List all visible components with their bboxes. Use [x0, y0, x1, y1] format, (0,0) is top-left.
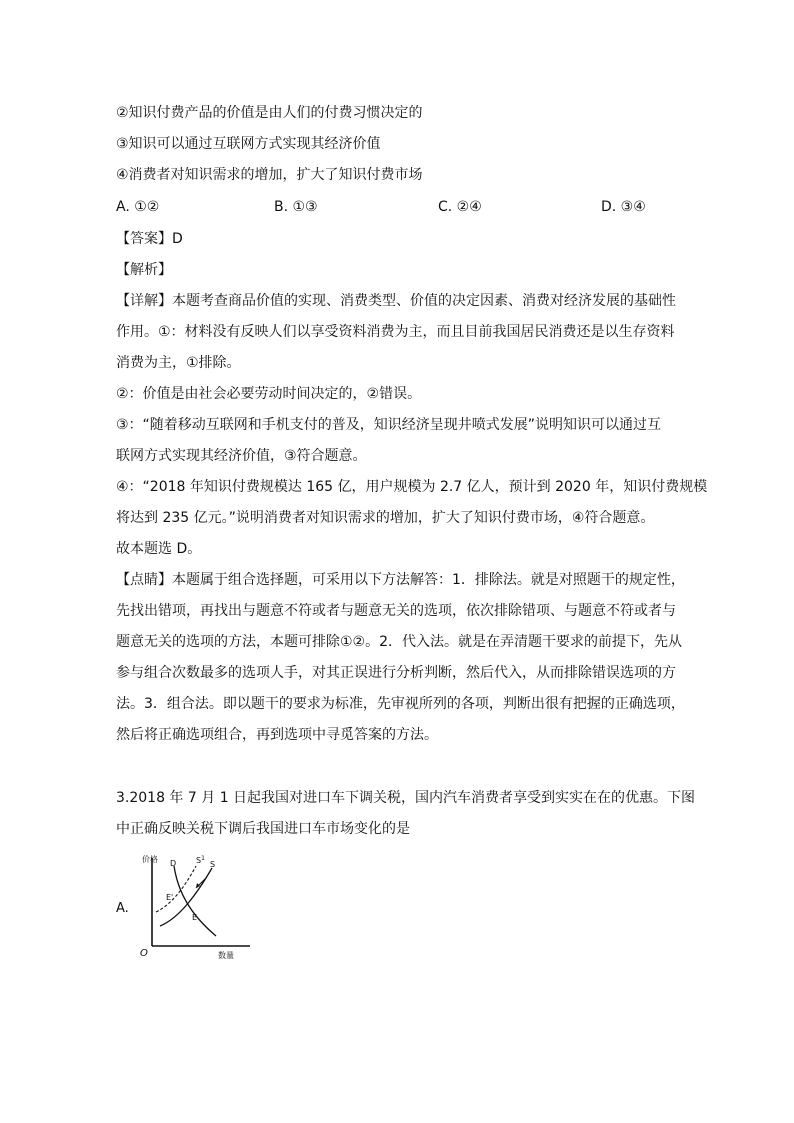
- option-a: A. ①②: [116, 199, 160, 215]
- tip-line-5: 法。3．组合法。即以题干的要求为标准，先审视所列的各项，判断出很有把握的正确选项，: [116, 696, 685, 712]
- choice-item-3: ③知识可以通过互联网方式实现其经济价值: [116, 136, 381, 152]
- question-3-line-2: 中正确反映关税下调后我国进口车市场变化的是: [116, 821, 410, 837]
- choice-item-4: ④消费者对知识需求的增加，扩大了知识付费市场: [116, 167, 423, 183]
- option-b: B. ①③: [274, 199, 318, 215]
- detail-line-1: 【详解】本题考查商品价值的实现、消费类型、价值的决定因素、消费对经济发展的基础性: [116, 293, 676, 309]
- choice-item-2: ②知识付费产品的价值是由人们的付费习惯决定的: [116, 105, 423, 121]
- detail-line-4: ②：价值是由社会必要劳动时间决定的，②错误。: [116, 386, 422, 402]
- supply-label: S: [210, 860, 216, 869]
- question-3-line-1: 3.2018 年 7 月 1 日起我国对进口车下调关税，国内汽车消费者享受到实实在在的优惠。下图: [116, 790, 696, 806]
- supply-shifted-curve: [156, 866, 196, 912]
- detail-line-7: ④：“2018 年知识付费规模达 165 亿，用户规模为 2.7 亿人，预计到 2020 年，知识付费规模: [116, 479, 708, 495]
- option-d: D. ③④: [601, 199, 646, 215]
- answer-line: 【答案】D: [116, 231, 183, 247]
- answer-options: [116, 197, 696, 217]
- origin-label: O: [140, 948, 148, 959]
- tip-line-6: 然后将正确选项组合，再到选项中寻觅答案的方法。: [116, 727, 438, 743]
- supply-shifted-label: [196, 855, 205, 865]
- detail-line-3: 消费为主，①排除。: [116, 355, 241, 371]
- y-axis-label: [142, 854, 158, 864]
- tip-line-2: 先找出错项，再找出与题意不符或者与题意无关的选项，依次排除错项、与题意不符或者与: [116, 603, 676, 619]
- figure-option-label: A.: [116, 901, 129, 916]
- equilibrium-new-label: E': [166, 893, 174, 902]
- tip-line-4: 参与组合次数最多的选项人手，对其正误进行分析判断，然后代入，从而排除错误选项的方: [116, 665, 676, 681]
- option-a-figure: [116, 852, 256, 962]
- y-axis-label-text: 价格: [142, 855, 158, 864]
- detail-line-2: 作用。①：材料没有反映人们以享受资料消费为主，而且目前我国居民消费还是以生存资料: [116, 324, 675, 340]
- x-axis-label: 数量: [218, 951, 234, 960]
- demand-label: D: [170, 859, 177, 868]
- detail-line-9: 故本题选 D。: [116, 541, 202, 557]
- detail-line-8: 将达到 235 亿元。”说明消费者对知识需求的增加，扩大了知识付费市场，④符合题意。: [116, 510, 655, 526]
- supply-demand-graph: [140, 852, 256, 962]
- supply-shifted-superscript: 1: [201, 855, 205, 862]
- detail-line-6: 联网方式实现其经济价值，③符合题意。: [116, 448, 367, 464]
- tip-line-1: 【点睛】本题属于组合选择题，可采用以下方法解答：1．排除法。就是对照题干的规定性，: [116, 572, 685, 588]
- equilibrium-label: E: [192, 913, 198, 922]
- demand-curve: [174, 866, 216, 936]
- detail-line-5: ③：“随着移动互联网和手机支付的普及，知识经济呈现井喷式发展”说明知识可以通过互: [116, 417, 662, 433]
- option-c: C. ②④: [438, 199, 482, 215]
- analysis-heading: 【解析】: [116, 262, 172, 278]
- supply-shifted-letter: S: [196, 856, 202, 865]
- tip-line-3: 题意无关的选项的方法，本题可排除①②。2．代入法。就是在弄清题干要求的前提下，先从: [116, 634, 683, 650]
